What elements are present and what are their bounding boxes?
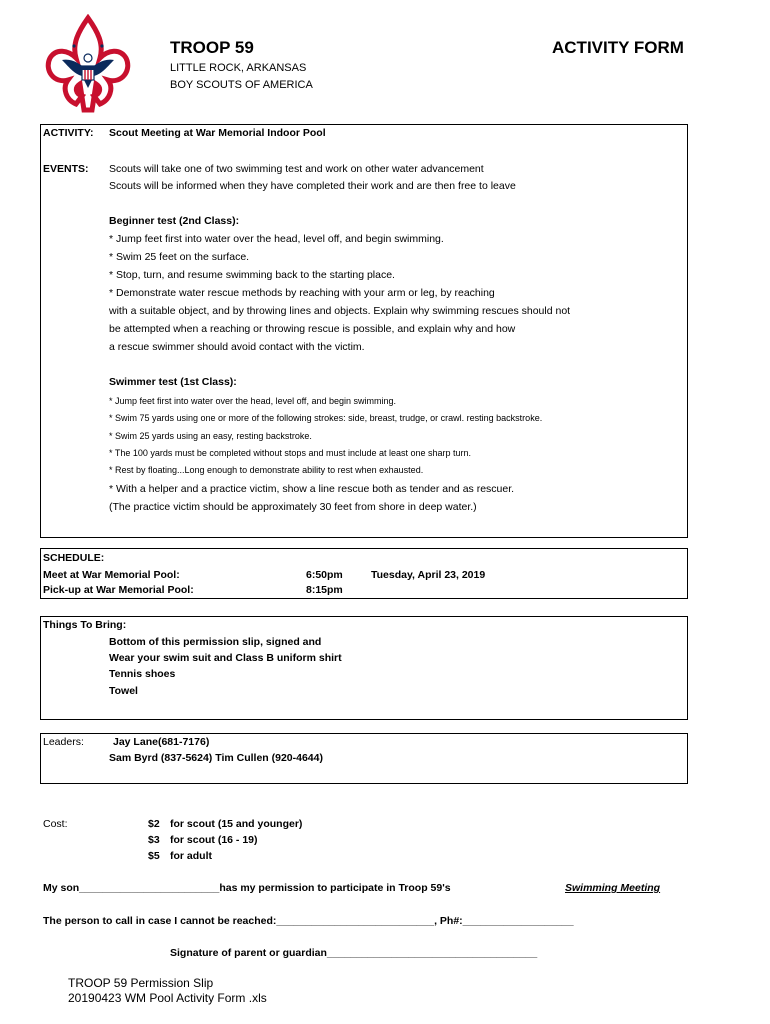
beginner-line: with a suitable object, and by throwing lines and objects. Explain why swimming rescues should not — [109, 305, 571, 317]
swimmer-line: * Rest by floating...Long enough to demonstrate ability to rest when exhausted. — [109, 465, 424, 475]
bring-item: Tennis shoes — [109, 668, 176, 680]
cost-desc: for adult — [170, 850, 212, 862]
swimmer-line: * The 100 yards must be completed without stops and must include at least one sharp turn. — [109, 448, 472, 458]
footer-line: 20190423 WM Pool Activity Form .xls — [68, 991, 267, 1005]
beginner-title: Beginner test (2nd Class): — [109, 215, 240, 227]
beginner-line: be attempted when a reaching or throwing rescue is possible, and explain why and how — [109, 323, 516, 335]
activity-value: Scout Meeting at War Memorial Indoor Pool — [109, 127, 326, 139]
leader-line: Jay Lane(681-7176) — [113, 736, 210, 748]
events-label: EVENTS: — [43, 163, 89, 175]
swimmer-line: * Swim 75 yards using one or more of the following strokes: side, breast, trudge, or crawl. resting backstroke. — [109, 413, 543, 423]
cost-label: Cost: — [43, 818, 68, 830]
pickup-label: Pick-up at War Memorial Pool: — [43, 584, 194, 596]
cost-amount: $2 — [148, 818, 160, 830]
events-intro-line: Scouts will take one of two swimming test and work on other water advancement — [109, 163, 484, 175]
cost-amount: $3 — [148, 834, 160, 846]
org-text: BOY SCOUTS OF AMERICA — [170, 79, 313, 91]
troop-title: TROOP 59 — [170, 38, 254, 57]
rescue-line: (The practice victim should be approximately 30 feet from shore in deep water.) — [109, 501, 477, 513]
beginner-line: * Swim 25 feet on the surface. — [109, 251, 250, 263]
beginner-line: a rescue swimmer should avoid contact with the victim. — [109, 341, 365, 353]
footer-line: TROOP 59 Permission Slip — [68, 976, 214, 990]
bring-title: Things To Bring: — [43, 619, 127, 631]
pickup-time: 8:15pm — [306, 584, 343, 596]
beginner-line: * Demonstrate water rescue methods by reaching with your arm or leg, by reaching — [109, 287, 495, 299]
meeting-name: Swimming Meeting — [565, 882, 661, 894]
bring-item: Towel — [109, 685, 138, 697]
schedule-title: SCHEDULE: — [43, 552, 105, 564]
son-permission-line[interactable]: My son________________________has my permission to participate in Troop 59's — [43, 882, 451, 894]
city-text: LITTLE ROCK, ARKANSAS — [170, 62, 307, 74]
meet-label: Meet at War Memorial Pool: — [43, 569, 180, 581]
cost-desc: for scout (15 and younger) — [170, 818, 303, 830]
swimmer-line: * Jump feet first into water over the head, level off, and begin swimming. — [109, 396, 396, 406]
meet-time: 6:50pm — [306, 569, 343, 581]
leader-line: Sam Byrd (837-5624) Tim Cullen (920-4644) — [109, 752, 323, 764]
call-line[interactable]: The person to call in case I cannot be reached:___________________________, Ph#:___________________ — [43, 915, 574, 927]
form-title: ACTIVITY FORM — [552, 38, 684, 57]
swimmer-line: * Swim 25 yards using an easy, resting backstroke. — [109, 431, 312, 441]
bsa-logo — [42, 14, 134, 116]
signature-line[interactable]: Signature of parent or guardian____________________________________ — [170, 947, 538, 959]
activity-label: ACTIVITY: — [43, 127, 94, 139]
leaders-label: Leaders: — [43, 736, 84, 748]
beginner-line: * Jump feet first into water over the head, level off, and begin swimming. — [109, 233, 444, 245]
bring-item: Bottom of this permission slip, signed and — [109, 636, 322, 648]
meeting-date: Tuesday, April 23, 2019 — [371, 569, 486, 581]
swimmer-title: Swimmer test (1st Class): — [109, 376, 237, 388]
rescue-line: * With a helper and a practice victim, show a line rescue both as tender and as rescuer. — [109, 483, 515, 495]
cost-amount: $5 — [148, 850, 160, 862]
events-intro-line: Scouts will be informed when they have completed their work and are then free to leave — [109, 180, 516, 192]
beginner-line: * Stop, turn, and resume swimming back to the starting place. — [109, 269, 395, 281]
bring-item: Wear your swim suit and Class B uniform shirt — [109, 652, 342, 664]
cost-desc: for scout (16 - 19) — [170, 834, 258, 846]
